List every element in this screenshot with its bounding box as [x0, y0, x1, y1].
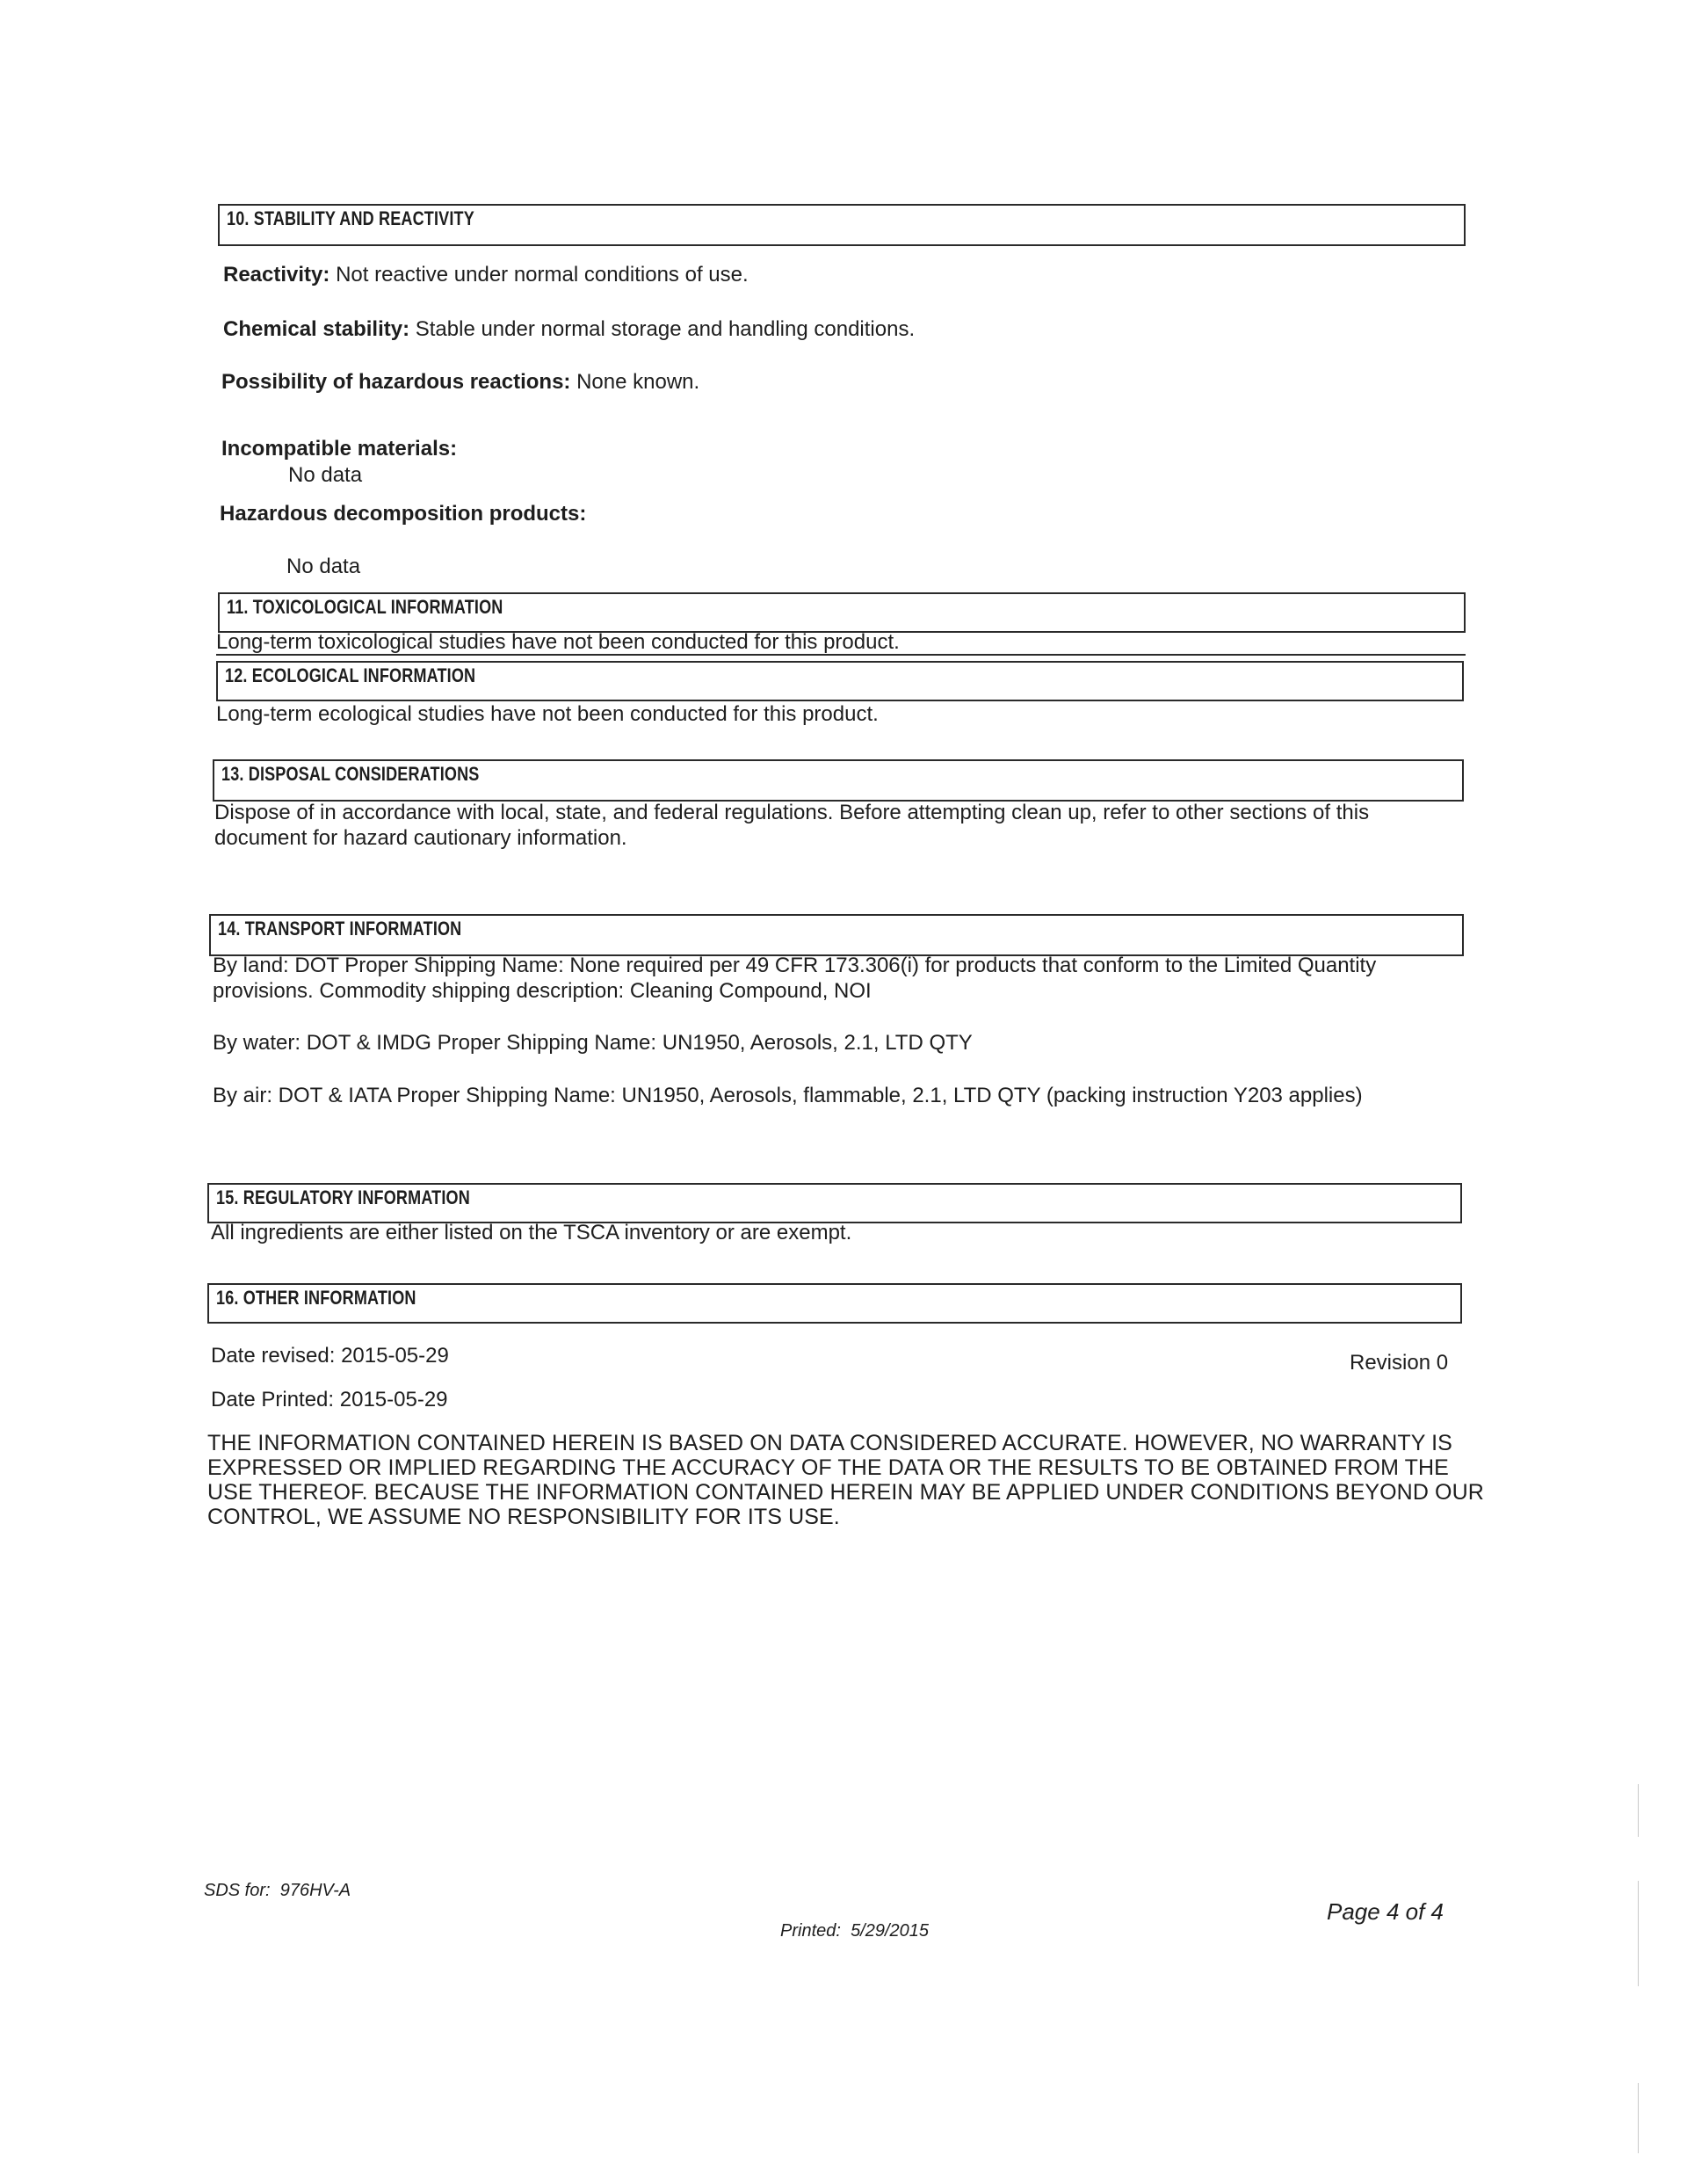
toxicological-text: Long-term toxicological studies have not been conducted for this product. — [216, 630, 900, 654]
chemical-stability-label: Chemical stability: — [223, 317, 410, 341]
section-15-header — [207, 1183, 1462, 1223]
section-15-title: 15. REGULATORY INFORMATION — [216, 1186, 470, 1208]
section-10-title: 10. STABILITY AND REACTIVITY — [227, 207, 474, 229]
section-13-header — [213, 759, 1464, 802]
chemical-stability-line — [223, 316, 915, 343]
disclaimer-text: THE INFORMATION CONTAINED HEREIN IS BASED ON DATA CONSIDERED ACCURATE. HOWEVER, NO WARRANTY IS EXPRESSED OR IMPLIED REGARDING THE ACCURACY OF THE DATA OR THE RESULTS TO BE OBTAINED FROM THE USE THEREOF. BECAUSE THE INFORMATION CONTAINED HEREIN MAY BE APPLIED UNDER CONDITIONS BEYOND OUR CONTROL, WE ASSUME NO RESPONSIBILITY FOR ITS USE. — [207, 1431, 1484, 1529]
reactivity-label: Reactivity: — [223, 263, 330, 287]
section-12-title: 12. ECOLOGICAL INFORMATION — [225, 664, 476, 686]
reactivity-value: Not reactive under normal conditions of use. — [336, 263, 749, 287]
section-11-title: 11. TOXICOLOGICAL INFORMATION — [227, 596, 503, 618]
section-16-title: 16. OTHER INFORMATION — [216, 1287, 416, 1309]
footer-sds-label: SDS for: — [204, 1881, 271, 1900]
footer-sds-code: 976HV-A — [279, 1881, 351, 1900]
date-revised: Date revised: 2015-05-29 — [211, 1344, 449, 1368]
reactivity-line — [223, 262, 749, 288]
transport-water-text: By water: DOT & IMDG Proper Shipping Name: UN1950, Aerosols, 2.1, LTD QTY — [213, 1031, 973, 1055]
incompatible-materials-label: Incompatible materials: — [221, 437, 458, 461]
scan-mark — [1638, 1881, 1639, 1986]
section-11-rule — [216, 654, 1466, 656]
transport-air-text: By air: DOT & IATA Proper Shipping Name: UN1950, Aerosols, flammable, 2.1, LTD QTY (packing instruction Y203 applies) — [213, 1084, 1363, 1107]
regulatory-text: All ingredients are either listed on the TSCA inventory or are exempt. — [211, 1221, 852, 1244]
section-16-header — [207, 1283, 1462, 1324]
scan-mark — [1638, 2083, 1639, 2153]
scan-mark — [1638, 1784, 1639, 1837]
revision-number: Revision 0 — [1350, 1351, 1449, 1375]
footer-printed-line — [780, 1921, 929, 1941]
chemical-stability-value: Stable under normal storage and handling conditions. — [415, 317, 916, 341]
section-11-header — [218, 592, 1466, 633]
section-14-title: 14. TRANSPORT INFORMATION — [218, 918, 462, 940]
footer-sds-line — [204, 1881, 351, 1901]
transport-land-text: By land: DOT Proper Shipping Name: None required per 49 CFR 173.306(i) for products that conform to the Limited Quantity provisions. Commodity shipping description: Cleaning Compound, NOI — [213, 954, 1377, 1003]
section-10-header — [218, 204, 1466, 246]
hazardous-reactions-value: None known. — [576, 370, 700, 394]
incompatible-materials-value: No data — [288, 463, 363, 487]
decomposition-products-label: Hazardous decomposition products: — [220, 502, 587, 526]
ecological-text: Long-term ecological studies have not been conducted for this product. — [216, 702, 879, 726]
decomposition-products-value: No data — [286, 555, 361, 578]
hazardous-reactions-line — [221, 369, 699, 395]
footer-printed-label: Printed: — [780, 1921, 841, 1941]
section-14-header — [209, 914, 1464, 956]
footer-page-number: Page 4 of 4 — [1327, 1898, 1444, 1925]
footer-printed-date: 5/29/2015 — [851, 1921, 930, 1941]
date-printed: Date Printed: 2015-05-29 — [211, 1388, 448, 1411]
section-13-title: 13. DISPOSAL CONSIDERATIONS — [221, 763, 480, 785]
section-12-header — [216, 661, 1464, 701]
disposal-text: Dispose of in accordance with local, state, and federal regulations. Before attempting clean up, refer to other sections of this document for hazard cautionary information. — [214, 801, 1370, 850]
hazardous-reactions-label: Possibility of hazardous reactions: — [221, 370, 571, 394]
